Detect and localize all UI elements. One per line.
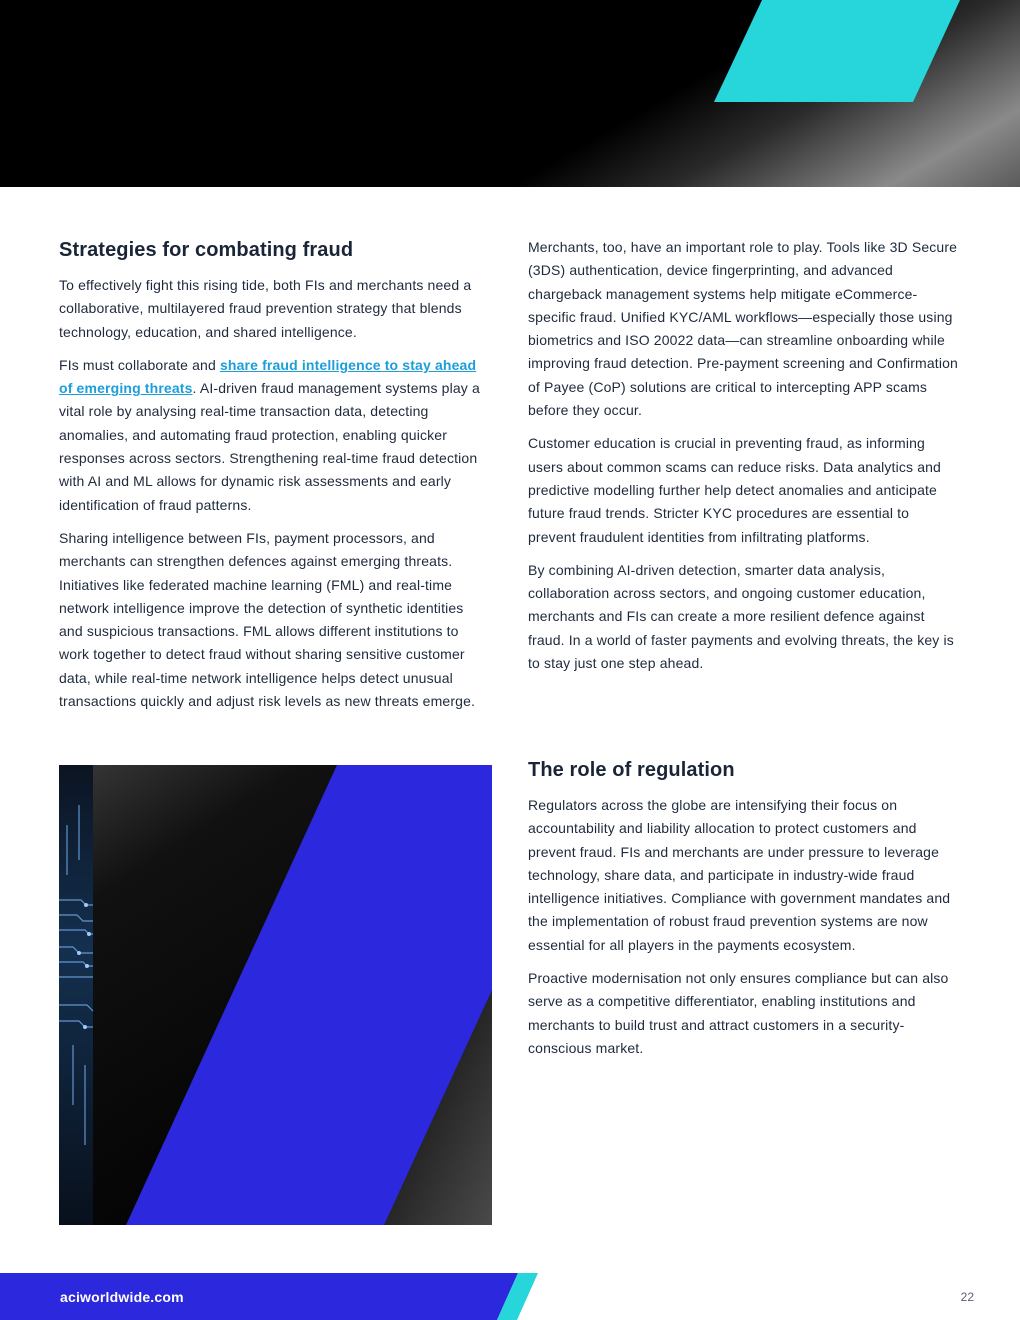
merchants-paragraph-1: Merchants, too, have an important role to play. Tools like 3D Secure (3DS) authentication, device fingerprinting, and advanced chargeback management systems help mitigate eCommerce-specific fraud. Unified KYC/AML workflows—especially those using biometrics and ISO 20022 data—can streamline onboarding while improving fraud detection. Pre-payment screening and Confirmation of Payee (CoP) solutions are critical to intercepting APP scams before they occur.: [528, 239, 958, 419]
share-fraud-intelligence-link[interactable]: share fraud intelligence to stay ahead of emerging threats: [59, 356, 477, 397]
merchants-paragraph-2: Customer education is crucial in preventing fraud, as informing users about common scams can reduce risks. Data analytics and predictive modelling further help detect anomalies and anticipate future fraud trends. Stricter KYC procedures are essential to prevent fraudulent identities from infiltrating platforms.: [528, 435, 941, 545]
strategies-p2-intro: FIs must collaborate and: [59, 356, 220, 373]
strategies-paragraph-2: [59, 354, 491, 517]
strategies-p2-body: . AI-driven fraud management systems play a vital role by analysing real-time transaction data, detecting anomalies, and automating fraud protection, enabling quicker responses across sectors. Strengthening real-time fraud detection with AI and ML allows for dynamic risk assessments and early identification of fraud patterns.: [59, 380, 480, 513]
header-banner: [0, 0, 1020, 187]
regulation-paragraph-1: Regulators across the globe are intensifying their focus on accountability and liability allocation to protect customers and prevent fraud. FIs and merchants are under pressure to leverage technology, share data, and participate in industry-wide fraud intelligence initiatives. Compliance with government mandates and the implementation of robust fraud prevention systems are now essential for all players in the payments ecosystem.: [528, 797, 951, 953]
footer-website-link[interactable]: aciworldwide.com: [60, 1289, 184, 1305]
regulation-paragraph-2: Proactive modernisation not only ensures compliance but can also serve as a competitive differentiator, enabling institutions and merchants to build trust and attract customers in a security-conscious market.: [528, 970, 949, 1056]
regulation-section: [528, 758, 960, 1070]
section-title-strategies: Strategies for combating fraud: [59, 239, 354, 261]
header-graphic: [0, 0, 1020, 187]
decorative-image: [59, 765, 492, 1225]
right-column: [528, 236, 960, 685]
section-title-regulation: The role of regulation: [528, 759, 735, 781]
left-column: [59, 238, 491, 723]
header-cyan-parallelogram: [714, 0, 960, 102]
page-number: 22: [960, 1290, 974, 1304]
abstract-graphic: [59, 765, 492, 1225]
circuit-strip: [59, 765, 93, 1225]
strategies-paragraph-3: Sharing intelligence between FIs, payment processors, and merchants can strengthen defences against emerging threats. Initiatives like federated machine learning (FML) and real-time network intelligence improve the detection of synthetic identities and suspicious transactions. FML allows different institutions to work together to detect fraud without sharing sensitive customer data, while real-time network intelligence helps detect unusual transactions quickly and adjust risk levels as new threats emerge.: [59, 529, 476, 710]
strategies-paragraph-1: To effectively fight this rising tide, both FIs and merchants need a collaborative, multilayered fraud prevention strategy that blends technology, education, and shared intelligence.: [59, 277, 472, 340]
merchants-paragraph-3: By combining AI-driven detection, smarter data analysis, collaboration across sectors, and ongoing customer education, merchants and FIs can create a more resilient defence against fraud. In a world of faster payments and evolving threats, the key is to stay just one step ahead.: [528, 561, 954, 672]
